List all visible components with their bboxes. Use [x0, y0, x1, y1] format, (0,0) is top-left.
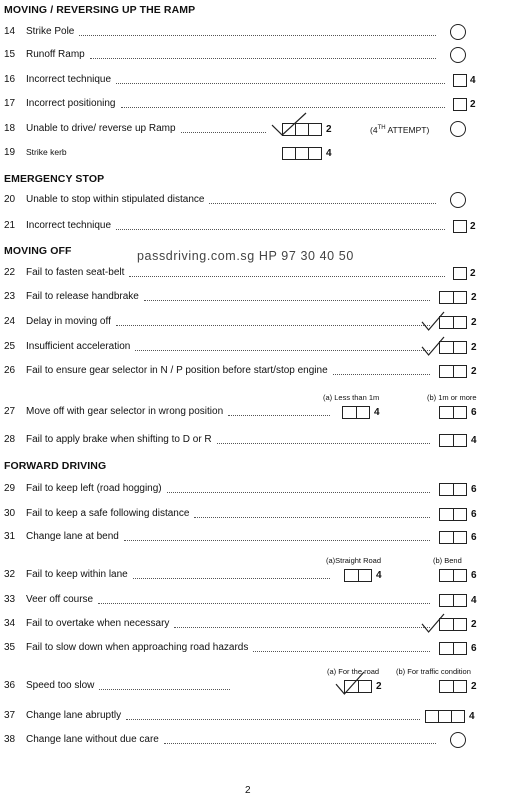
- item-32-option-b-label: (b) Bend: [433, 556, 462, 565]
- item-27-option-a-label: (a) Less than 1m: [323, 393, 380, 402]
- item-27-option-b-points: 6: [471, 407, 477, 418]
- item-37-leader-dots: [126, 719, 420, 720]
- attempt-note-text: ATTEMPT): [385, 125, 430, 135]
- item-37-number: 37: [4, 710, 16, 721]
- item-28-leader-dots: [217, 443, 430, 444]
- item-21-answer-box[interactable]: [453, 220, 467, 233]
- item-36-check-mark: [336, 672, 364, 694]
- section-heading-forward: FORWARD DRIVING: [4, 460, 107, 472]
- item-25-points: 2: [471, 342, 477, 353]
- answer-box-cell[interactable]: [283, 148, 296, 159]
- item-30-number: 30: [4, 508, 16, 519]
- answer-box-cell[interactable]: [454, 407, 467, 418]
- answer-box-cell[interactable]: [454, 595, 467, 606]
- item-18-points: 2: [326, 124, 332, 135]
- item-31-points: 6: [471, 532, 477, 543]
- item-36-option-b-points: 2: [471, 681, 477, 692]
- item-22-answer-box[interactable]: [453, 267, 467, 280]
- item-14-leader-dots: [79, 35, 436, 36]
- item-18-check-mark: [272, 113, 306, 135]
- item-26-number: 26: [4, 365, 16, 376]
- item-32-option-a-label: (a)Straight Road: [326, 556, 382, 565]
- item-20-label: Unable to stop within stipulated distance: [26, 194, 205, 205]
- item-18-attempt-note: [370, 125, 429, 135]
- answer-box-cell[interactable]: [454, 366, 467, 377]
- item-27-option-b-label: (b) 1m or more: [427, 393, 477, 402]
- item-16-number: 16: [4, 74, 16, 85]
- item-38-leader-dots: [164, 743, 436, 744]
- item-36-leader-dots: [99, 689, 230, 690]
- item-26-label: Fail to ensure gear selector in N / P position before start/stop engine: [26, 365, 328, 376]
- item-27-option-a-box[interactable]: [342, 406, 370, 419]
- item-36-option-a-label: (a) For the road: [327, 667, 380, 676]
- item-32-option-b-points: 6: [471, 570, 477, 581]
- item-28-points: 4: [471, 435, 477, 446]
- item-14-number: 14: [4, 26, 16, 37]
- item-25-number: 25: [4, 341, 16, 352]
- answer-box-cell[interactable]: [454, 681, 467, 692]
- answer-box-cell[interactable]: [440, 643, 454, 654]
- answer-box-cell[interactable]: [454, 643, 467, 654]
- item-23-number: 23: [4, 291, 16, 302]
- item-24-number: 24: [4, 316, 16, 327]
- item-29-leader-dots: [167, 492, 430, 493]
- answer-box-cell[interactable]: [454, 292, 467, 303]
- item-17-answer-box[interactable]: [453, 98, 467, 111]
- item-14-result-circle[interactable]: [450, 24, 466, 40]
- item-32-leader-dots: [133, 578, 330, 579]
- item-30-label: Fail to keep a safe following distance: [26, 508, 190, 519]
- item-24-points: 2: [471, 317, 477, 328]
- item-19-points: 4: [326, 148, 332, 159]
- answer-box-cell[interactable]: [454, 570, 467, 581]
- item-25-check-mark: [422, 337, 444, 355]
- item-28-answer-box[interactable]: [439, 434, 467, 447]
- answer-box-cell[interactable]: [440, 681, 454, 692]
- item-33-points: 4: [471, 595, 477, 606]
- item-27-option-b-box[interactable]: [439, 406, 467, 419]
- item-21-number: 21: [4, 220, 16, 231]
- section-heading-moving_off: MOVING OFF: [4, 245, 72, 257]
- answer-box-cell[interactable]: [309, 124, 321, 135]
- item-32-option-a-box[interactable]: [344, 569, 372, 582]
- item-35-answer-box[interactable]: [439, 642, 467, 655]
- item-20-number: 20: [4, 194, 16, 205]
- answer-box-cell[interactable]: [426, 711, 439, 722]
- item-36-label: Speed too slow: [26, 680, 95, 691]
- answer-box-cell[interactable]: [439, 711, 452, 722]
- item-32-label: Fail to keep within lane: [26, 569, 128, 580]
- answer-box-cell[interactable]: [454, 509, 467, 520]
- item-32-option-a-points: 4: [376, 570, 382, 581]
- answer-box-cell[interactable]: [454, 484, 467, 495]
- item-22-label: Fail to fasten seat-belt: [26, 267, 125, 278]
- item-33-label: Veer off course: [26, 594, 94, 605]
- item-28-number: 28: [4, 434, 16, 445]
- item-24-leader-dots: [116, 325, 430, 326]
- item-26-leader-dots: [333, 374, 430, 375]
- item-31-label: Change lane at bend: [26, 531, 119, 542]
- item-36-number: 36: [4, 680, 16, 691]
- item-29-number: 29: [4, 483, 16, 494]
- answer-box-cell[interactable]: [454, 268, 466, 279]
- item-33-answer-box[interactable]: [439, 594, 467, 607]
- item-30-points: 6: [471, 509, 477, 520]
- attempt-note-ordinal: TH: [377, 125, 386, 132]
- item-38-result-circle[interactable]: [450, 732, 466, 748]
- item-23-leader-dots: [144, 300, 430, 301]
- item-21-label: Incorrect technique: [26, 220, 112, 231]
- item-38-number: 38: [4, 734, 16, 745]
- page-number: 2: [245, 785, 251, 796]
- item-18-number: 18: [4, 123, 16, 134]
- item-16-label: Incorrect technique: [26, 74, 112, 85]
- item-21-leader-dots: [116, 229, 445, 230]
- answer-box-cell[interactable]: [440, 595, 454, 606]
- item-24-label: Delay in moving off: [26, 316, 111, 327]
- answer-box-cell[interactable]: [452, 711, 464, 722]
- answer-box-cell[interactable]: [309, 148, 321, 159]
- answer-box-cell[interactable]: [440, 435, 454, 446]
- item-17-points: 2: [470, 99, 476, 110]
- item-16-answer-box[interactable]: [453, 74, 467, 87]
- item-32-option-b-box[interactable]: [439, 569, 467, 582]
- item-34-check-mark: [422, 614, 444, 632]
- item-30-answer-box[interactable]: [439, 508, 467, 521]
- item-22-points: 2: [470, 268, 476, 279]
- item-20-leader-dots: [209, 203, 436, 204]
- answer-box-cell[interactable]: [440, 366, 454, 377]
- attempt-note-prefix: (4: [370, 125, 378, 135]
- item-36-option-a-points: 2: [376, 681, 382, 692]
- item-25-label: Insufficient acceleration: [26, 341, 131, 352]
- item-30-leader-dots: [194, 517, 430, 518]
- item-27-label: Move off with gear selector in wrong position: [26, 406, 224, 417]
- answer-box-cell[interactable]: [296, 148, 309, 159]
- answer-box-cell[interactable]: [440, 407, 454, 418]
- answer-box-cell[interactable]: [440, 509, 454, 520]
- item-27-option-a-points: 4: [374, 407, 380, 418]
- section-heading-emergency: EMERGENCY STOP: [4, 173, 105, 185]
- answer-box-cell[interactable]: [454, 435, 467, 446]
- answer-box-cell[interactable]: [345, 570, 359, 581]
- answer-box-cell[interactable]: [440, 532, 454, 543]
- item-37-label: Change lane abruptly: [26, 710, 122, 721]
- item-29-label: Fail to keep left (road hogging): [26, 483, 162, 494]
- answer-box-cell[interactable]: [454, 99, 466, 110]
- answer-box-cell[interactable]: [440, 292, 454, 303]
- item-22-number: 22: [4, 267, 16, 278]
- item-23-points: 2: [471, 292, 477, 303]
- item-19-label: Strike kerb: [26, 147, 67, 157]
- item-31-number: 31: [4, 531, 16, 542]
- item-37-points: 4: [469, 711, 475, 722]
- item-14-label: Strike Pole: [26, 26, 75, 37]
- item-23-label: Fail to release handbrake: [26, 291, 139, 302]
- item-37-answer-box[interactable]: [425, 710, 465, 723]
- answer-box-cell[interactable]: [454, 75, 466, 86]
- item-32-number: 32: [4, 569, 16, 580]
- item-26-answer-box[interactable]: [439, 365, 467, 378]
- item-24-check-mark: [422, 312, 444, 330]
- item-17-leader-dots: [121, 107, 446, 108]
- item-29-answer-box[interactable]: [439, 483, 467, 496]
- item-18-leader-dots: [181, 132, 266, 133]
- item-34-label: Fail to overtake when necessary: [26, 618, 170, 629]
- item-35-points: 6: [471, 643, 477, 654]
- item-31-leader-dots: [124, 540, 430, 541]
- item-27-leader-dots: [228, 415, 330, 416]
- item-19-answer-box[interactable]: [282, 147, 322, 160]
- item-33-number: 33: [4, 594, 16, 605]
- item-18-label: Unable to drive/ reverse up Ramp: [26, 123, 176, 134]
- item-35-leader-dots: [253, 651, 430, 652]
- item-20-result-circle[interactable]: [450, 192, 466, 208]
- answer-box-cell[interactable]: [454, 532, 467, 543]
- item-34-points: 2: [471, 619, 477, 630]
- answer-box-cell[interactable]: [454, 221, 466, 232]
- item-19-number: 19: [4, 147, 16, 158]
- item-21-points: 2: [470, 221, 476, 232]
- item-17-number: 17: [4, 98, 16, 109]
- item-17-label: Incorrect positioning: [26, 98, 116, 109]
- item-29-points: 6: [471, 484, 477, 495]
- item-35-number: 35: [4, 642, 16, 653]
- item-16-leader-dots: [116, 83, 445, 84]
- watermark-text: passdriving.com.sg HP 97 30 40 50: [137, 249, 354, 263]
- answer-box-cell[interactable]: [343, 407, 357, 418]
- item-15-label: Runoff Ramp: [26, 49, 85, 60]
- section-heading-ramp: MOVING / REVERSING UP THE RAMP: [4, 4, 196, 16]
- item-15-result-circle[interactable]: [450, 47, 466, 63]
- answer-box-cell[interactable]: [440, 484, 454, 495]
- item-33-leader-dots: [98, 603, 430, 604]
- answer-box-cell[interactable]: [454, 619, 467, 630]
- item-16-points: 4: [470, 75, 476, 86]
- item-34-leader-dots: [174, 627, 430, 628]
- item-35-label: Fail to slow down when approaching road hazards: [26, 642, 249, 653]
- answer-box-cell[interactable]: [454, 342, 467, 353]
- item-36-option-b-box[interactable]: [439, 680, 467, 693]
- answer-box-cell[interactable]: [454, 317, 467, 328]
- answer-box-cell[interactable]: [440, 570, 454, 581]
- item-31-answer-box[interactable]: [439, 531, 467, 544]
- item-28-label: Fail to apply brake when shifting to D or R: [26, 434, 212, 445]
- answer-box-cell[interactable]: [357, 407, 370, 418]
- item-34-number: 34: [4, 618, 16, 629]
- item-15-leader-dots: [90, 58, 436, 59]
- item-36-option-b-label: (b) For traffic condition: [396, 667, 471, 676]
- answer-box-cell[interactable]: [359, 570, 372, 581]
- item-26-points: 2: [471, 366, 477, 377]
- item-15-number: 15: [4, 49, 16, 60]
- item-27-number: 27: [4, 406, 16, 417]
- item-22-leader-dots: [129, 276, 445, 277]
- item-18-result-circle[interactable]: [450, 121, 466, 137]
- item-25-leader-dots: [135, 350, 430, 351]
- item-38-label: Change lane without due care: [26, 734, 159, 745]
- item-23-answer-box[interactable]: [439, 291, 467, 304]
